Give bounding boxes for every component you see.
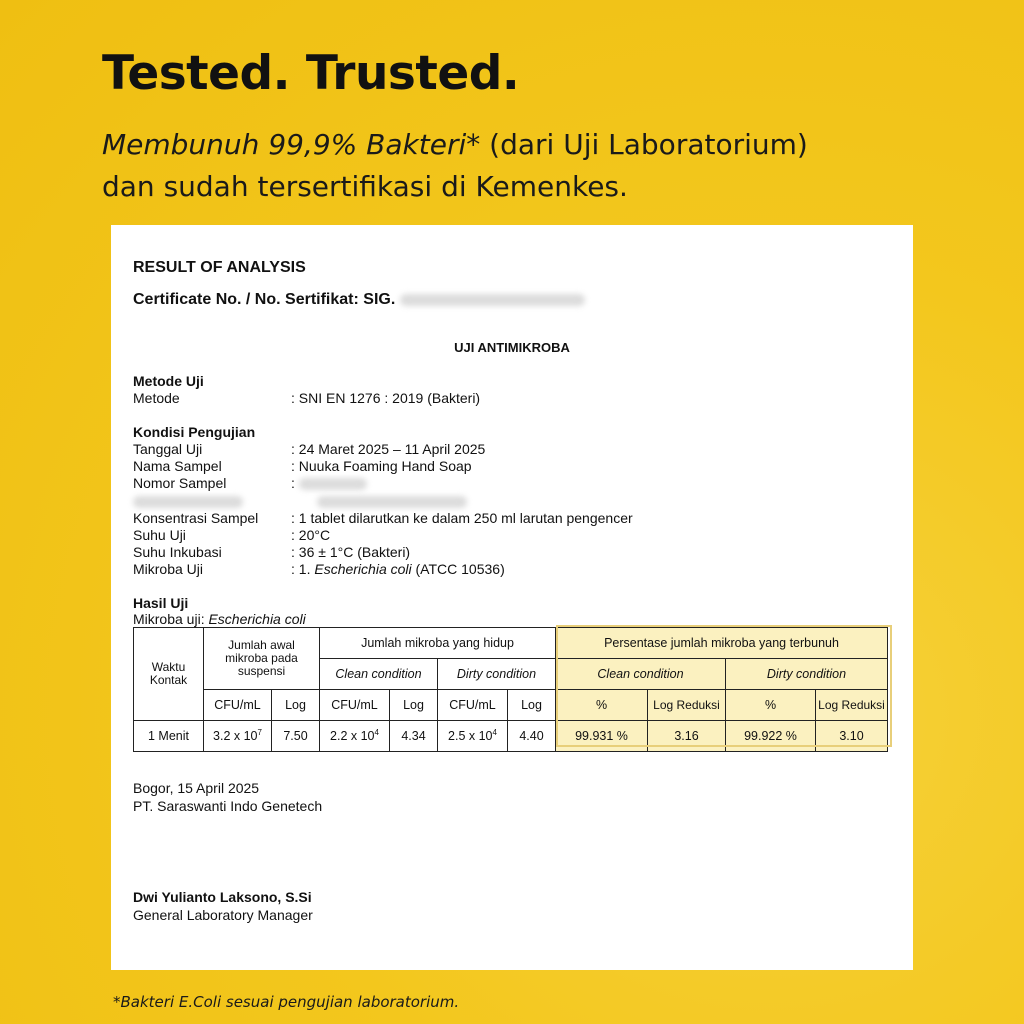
cell-awal-log: 7.50 — [272, 721, 320, 752]
redacted-row-value — [317, 496, 467, 508]
header-persentase: Persentase jumlah mikroba yang terbunuh — [556, 628, 888, 659]
subheadline — [102, 124, 962, 208]
header-clean-log: Log — [390, 690, 438, 721]
certificate-label: Certificate No. / No. Sertifikat: SIG. — [133, 291, 396, 308]
header-dirty-log: Log — [508, 690, 556, 721]
metode-label: Metode — [133, 390, 180, 406]
cell-dirty-log: 4.40 — [508, 721, 556, 752]
signer-title: General Laboratory Manager — [133, 907, 313, 923]
mikroba-uji-species: Escherichia coli — [314, 561, 412, 577]
cell-dirty-logred: 3.10 — [816, 721, 888, 752]
cell-dirty-cfu-base: 2.5 x 10 — [448, 729, 493, 744]
footnote-star: * — [113, 993, 121, 1011]
mikroba-uji-prefix: : 1. — [291, 561, 315, 577]
header-dirty-cfu: CFU/mL — [438, 690, 508, 721]
subheadline-rest: (dari Uji Laboratorium) — [480, 128, 808, 161]
test-name: UJI ANTIMIKROBA — [454, 340, 570, 355]
header-waktu-kontak: Waktu Kontak — [134, 628, 204, 721]
subheadline-line2: dan sudah tersertifikasi di Kemenkes. — [102, 170, 628, 203]
mikroba-uji-value — [291, 561, 505, 577]
header-clean-logred: Log Reduksi — [648, 690, 726, 721]
place-date: Bogor, 15 April 2025 — [133, 780, 260, 796]
kondisi-section-title: Kondisi Pengujian — [133, 424, 256, 440]
mikroba-uji-suffix: (ATCC 10536) — [411, 561, 505, 577]
cell-clean-cfu — [320, 721, 390, 752]
nomor-sampel-label: Nomor Sampel — [133, 475, 227, 491]
cell-clean-logred: 3.16 — [648, 721, 726, 752]
cell-clean-cfu-base: 2.2 x 10 — [330, 729, 375, 744]
certificate-number — [133, 291, 585, 309]
metode-value: : SNI EN 1276 : 2019 (Bakteri) — [291, 390, 481, 406]
nama-sampel-label: Nama Sampel — [133, 458, 222, 474]
nomor-sampel-colon: : — [291, 475, 295, 491]
header-awal-log: Log — [272, 690, 320, 721]
footnote-text: Bakteri E.Coli sesuai pengujian laboratorium. — [120, 993, 460, 1011]
nomor-sampel-value — [291, 475, 367, 491]
table-header-row-3 — [134, 690, 888, 721]
header-persen-dirty: Dirty condition — [726, 659, 888, 690]
redacted-row-label — [133, 496, 243, 508]
cell-awal-cfu-base: 3.2 x 10 — [213, 729, 258, 744]
suhu-inkubasi-label: Suhu Inkubasi — [133, 544, 222, 560]
redacted-sample-number — [299, 478, 367, 490]
results-table — [133, 627, 888, 752]
header-persen-clean: Clean condition — [556, 659, 726, 690]
mikroba-uji-line-species: Escherichia coli — [208, 611, 306, 627]
header-jumlah-hidup: Jumlah mikroba yang hidup — [320, 628, 556, 659]
company-name: PT. Saraswanti Indo Genetech — [133, 798, 323, 814]
certificate-document — [111, 225, 913, 970]
cell-clean-pct: 99.931 % — [556, 721, 648, 752]
metode-section-title: Metode Uji — [133, 373, 204, 389]
suhu-uji-value: : 20°C — [291, 527, 331, 543]
header-dirty-logred: Log Reduksi — [816, 690, 888, 721]
hasil-section-title: Hasil Uji — [133, 595, 189, 611]
header-clean-cfu: CFU/mL — [320, 690, 390, 721]
suhu-uji-label: Suhu Uji — [133, 527, 186, 543]
cell-dirty-pct: 99.922 % — [726, 721, 816, 752]
headline: Tested. Trusted. — [102, 46, 520, 101]
cell-dirty-cfu-exp: 4 — [492, 728, 497, 738]
konsentrasi-value: : 1 tablet dilarutkan ke dalam 250 ml larutan pengencer — [291, 510, 633, 526]
suhu-inkubasi-value: : 36 ± 1°C (Bakteri) — [291, 544, 411, 560]
table-row — [134, 721, 888, 752]
subheadline-italic: Membunuh 99,9% Bakteri — [102, 128, 467, 161]
header-dirty-pct: % — [726, 690, 816, 721]
mikroba-uji-label: Mikroba Uji — [133, 561, 204, 577]
signer-name: Dwi Yulianto Laksono, S.Si — [133, 889, 312, 905]
table-header-row-1 — [134, 628, 888, 659]
konsentrasi-label: Konsentrasi Sampel — [133, 510, 259, 526]
subheadline-star: * — [466, 128, 481, 161]
header-hidup-dirty: Dirty condition — [438, 659, 556, 690]
mikroba-uji-line-label: Mikroba uji: — [133, 611, 209, 627]
cell-awal-cfu-exp: 7 — [257, 728, 262, 738]
tanggal-uji-label: Tanggal Uji — [133, 441, 203, 457]
tanggal-uji-value: : 24 Maret 2025 – 11 April 2025 — [291, 441, 486, 457]
cell-awal-cfu — [204, 721, 272, 752]
document-title: RESULT OF ANALYSIS — [133, 259, 306, 276]
header-clean-pct: % — [556, 690, 648, 721]
cell-dirty-cfu — [438, 721, 508, 752]
header-hidup-clean: Clean condition — [320, 659, 438, 690]
footnote — [113, 993, 459, 1011]
cell-clean-log: 4.34 — [390, 721, 438, 752]
header-awal-cfu: CFU/mL — [204, 690, 272, 721]
nama-sampel-value: : Nuuka Foaming Hand Soap — [291, 458, 472, 474]
cell-clean-cfu-exp: 4 — [374, 728, 379, 738]
header-jumlah-awal: Jumlah awal mikroba pada suspensi — [204, 628, 320, 690]
redacted-row — [133, 493, 467, 511]
mikroba-uji-line — [133, 611, 306, 627]
redacted-certificate-number — [400, 294, 585, 306]
cell-waktu: 1 Menit — [134, 721, 204, 752]
